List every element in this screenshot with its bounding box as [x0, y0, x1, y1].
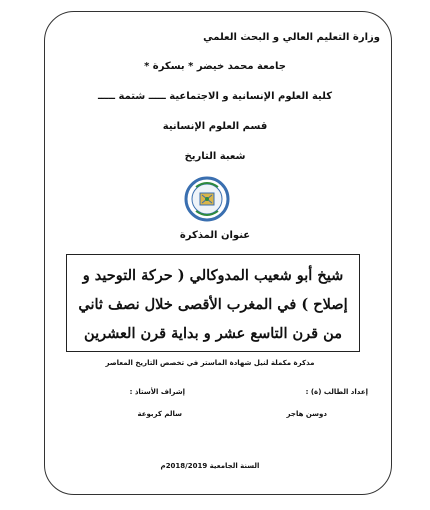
thesis-title-line-1: شيخ أبو شعيب المدوكالي ( حركة التوحيد و [82, 267, 344, 284]
ministry-heading: وزارة التعليم العالي و البحث العلمي [203, 32, 380, 43]
thesis-title-line-2: إصلاح ) في المغرب الأقصى خلال نصف ثاني [78, 296, 348, 313]
thesis-title-box [66, 254, 360, 352]
department-name: قسم العلوم الإنسانية [162, 121, 268, 132]
rounded-page-border [44, 11, 392, 495]
academic-year: السنة الجامعية 2018/2019م [160, 462, 260, 470]
degree-subtitle: مذكرة مكملة لنيل شهادة الماستر في تخصص التاريخ المعاصر [105, 359, 315, 367]
prepared-by-label: إعداد الطالب (ة) : [305, 388, 368, 396]
university-name: جامعة محمد خيضر * بسكرة * [144, 61, 286, 72]
thesis-title-label: عنوان المذكرة [179, 230, 251, 241]
supervisor-name: سالم كربوعة [137, 410, 182, 418]
student-name: دوسن هاجر [286, 410, 327, 418]
supervised-by-label: إشراف الأستاذ : [129, 388, 185, 396]
thesis-title-line-3: من قرن التاسع عشر و بداية قرن العشرين [84, 325, 342, 342]
faculty-name: كلية العلوم الإنسانية و الاجتماعية ـــــ شتمة ـــــ [97, 91, 333, 102]
university-seal-icon [182, 176, 232, 222]
branch-name: شعبة التاريخ [184, 151, 246, 162]
